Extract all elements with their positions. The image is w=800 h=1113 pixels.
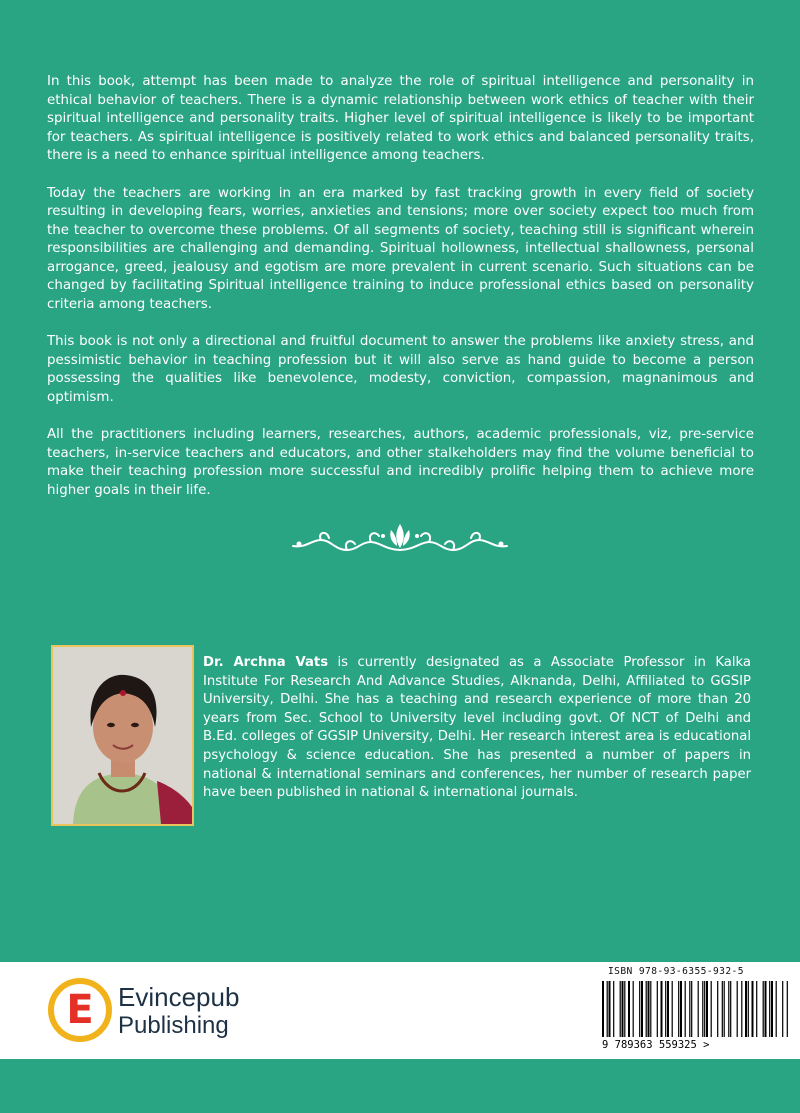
logo-letter: E [66,987,94,1033]
barcode-bar [782,981,783,1037]
barcode-bar [706,981,708,1037]
barcode-bar [776,981,777,1037]
barcode-bar [756,981,757,1037]
barcode-bar [724,981,725,1037]
barcode-bar [787,981,788,1037]
barcode-bar [646,981,647,1037]
author-portrait-illustration [53,647,192,824]
barcode-bar [698,981,699,1037]
barcode-bar [657,981,658,1037]
isbn-barcode [590,966,790,1054]
barcode-bar [602,981,604,1037]
barcode-bar [745,981,747,1037]
barcode-bar [648,981,650,1037]
author-bio-text: is currently designated as a Associate Professor in Kalka Institute For Research And Advance Studies, Alknanda, Delhi, Affiliated to GGSIP University, Delhi. She has a teaching and research experience of more than 20 years from Sec. School to University level including govt. Of NCT of Delhi and B.Ed. colleges of GGSIP University, Delhi. Her research interest area is educational psychology & science education. She has presented a number of papers in national & international seminars and conferences, her number of research paper have been published in national & international journals. [203,655,751,801]
barcode-bar [624,981,625,1037]
barcode-bar [752,981,754,1037]
barcode-bar [728,981,729,1037]
barcode-bar [771,981,773,1037]
author-bio [203,654,751,803]
publisher-name-line-2: Publishing [118,1012,229,1039]
barcode-bar [689,981,690,1037]
barcode-bar [661,981,663,1037]
blurb-paragraph-4: All the practitioners including learners, researches, authors, academic professionals, viz, pre-service teachers, in-service teachers and educators, and other stalkeholders may find the volume beneficial to make their teaching profession more successful and incredibly prolific helping them to achieve more higher goals in their life. [47,427,754,498]
blurb-paragraph-2: Today the teachers are working in an era marked by fast tracking growth in every field of society resulting in developing fears, worries, anxieties and tensions; more over society expect too much from the teacher to overcome these problems. Of all segments of society, teaching still is significant wherein responsibilities are challenging and demanding. Spiritual hollowness, intellectual shallowness, personal arrogance, greed, jealousy and egotism are more prevalent in current scenario. Such situations can be changed by facilitating Spiritual intelligence training to induce professional ethics based on personality criteria among teachers. [47,185,754,312]
barcode-bar [748,981,749,1037]
barcode-digits: 9 789363 559325 > [602,1039,710,1051]
barcode-bar [613,981,614,1037]
barcode-bar [639,981,640,1037]
barcode-bar [678,981,679,1037]
barcode-bar [667,981,669,1037]
barcode-bar [737,981,738,1037]
barcode-bar [717,981,718,1037]
barcode-icon [590,981,790,1051]
barcode-bar [665,981,666,1037]
barcode-bar [609,981,611,1037]
blurb-paragraph-3: This book is not only a directional and fruitful document to answer the problems like anxiety stress, and pessimistic behavior in teaching profession but it will also serve as hand guide to become a person possessing the qualities like benevolence, modesty, conviction, compassion, magnanimous and optimism. [47,334,754,405]
barcode-bar [622,981,624,1037]
barcode-bar [704,981,705,1037]
barcode-bar [730,981,731,1037]
author-photo [51,645,194,826]
barcode-bar [607,981,608,1037]
barcode-bar [702,981,703,1037]
isbn-label: ISBN 978-93-6355-932-5 [608,966,744,977]
barcode-bar [628,981,630,1037]
barcode-bar [672,981,673,1037]
barcode-bar [722,981,723,1037]
barcode-bar [620,981,621,1037]
barcode-bar [650,981,651,1037]
barcode-bar [685,981,686,1037]
publisher-logo [46,976,276,1046]
barcode-bar [769,981,770,1037]
bottom-band [0,1059,800,1113]
barcode-bar [763,981,764,1037]
barcode-bar [741,981,742,1037]
barcode-bar [641,981,643,1037]
author-name: Dr. Archna Vats [203,655,329,670]
barcode-bar [691,981,692,1037]
blurb-paragraph-1: In this book, attempt has been made to analyze the role of spiritual intelligence and personality in ethical behavior of teachers. There is a dynamic relationship between work ethics of teacher with their spiritual intelligence and personality traits. Higher level of spiritual intelligence is likely to be important for teachers. As spiritual intelligence is positively related to work ethics and balanced personality traits, there is a need to enhance spiritual intelligence among teachers. [47,74,754,163]
barcode-bar [765,981,767,1037]
flourish-divider-icon [287,520,513,556]
book-blurb [47,73,754,519]
barcode-bar [633,981,634,1037]
barcode-bar [711,981,712,1037]
barcode-bar [680,981,682,1037]
publisher-footer [0,962,800,1059]
publisher-name-line-1: Evincepub [118,982,240,1012]
